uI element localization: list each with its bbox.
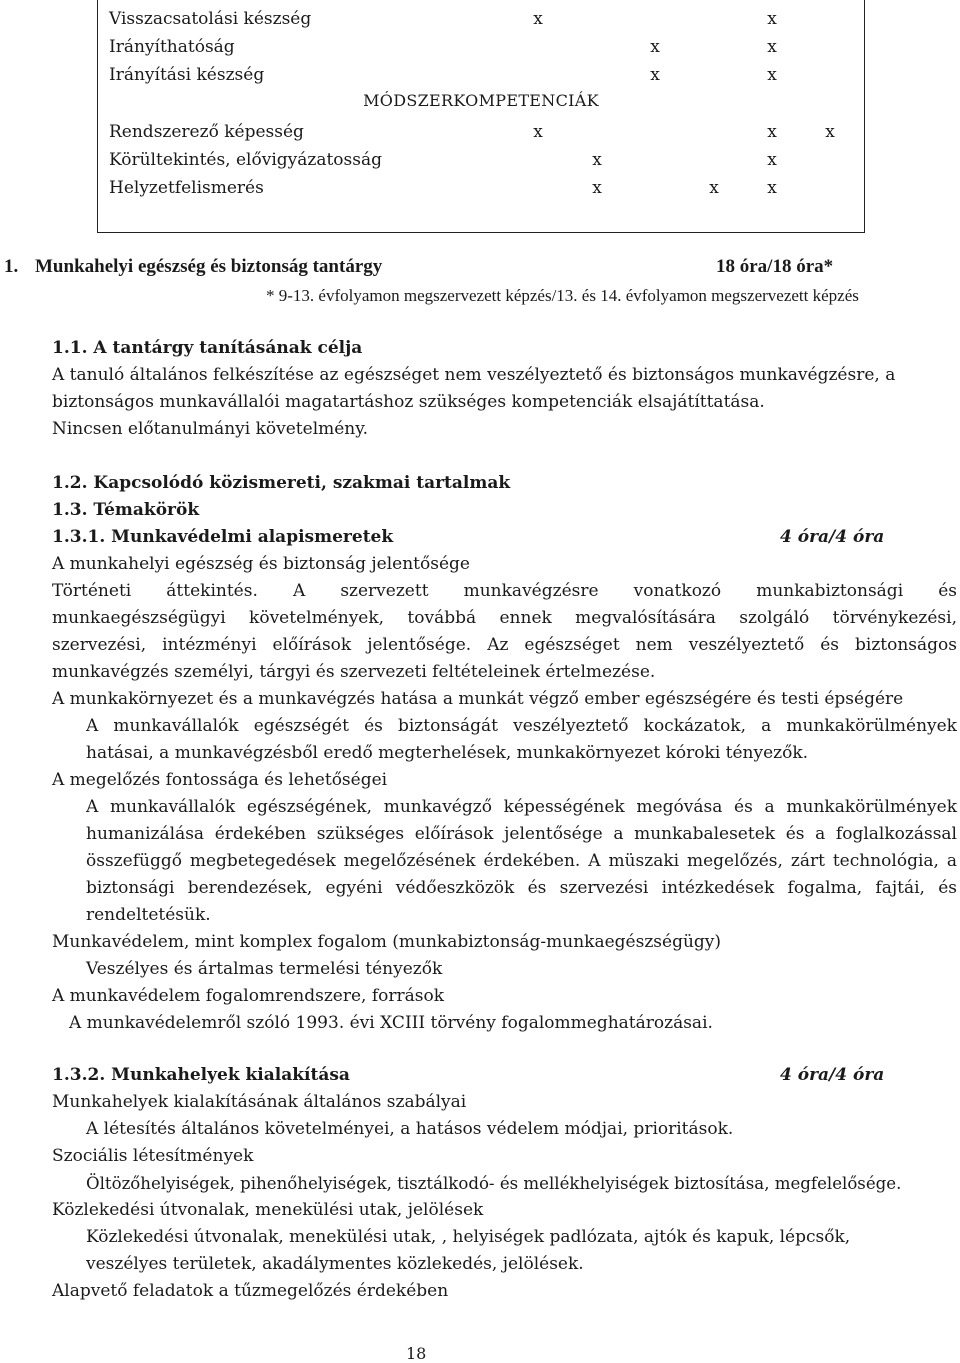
subtopic-title: Munkahelyek kialakításának általános szabályai [52, 1092, 467, 1112]
paragraph-line: munkavégzés személyi, tárgyi és szervezeti feltételeinek értelmezése. [52, 662, 656, 682]
table-row [98, 5, 864, 33]
subtopic-title: Szociális létesítmények [52, 1146, 254, 1166]
competency-mark: x [650, 37, 660, 57]
subject-note: * 9-13. évfolyamon megszervezett képzés/13. és 14. évfolyamon megszervezett képzés [266, 286, 859, 305]
competency-label: Irányítási készség [109, 65, 265, 85]
subject-title: Munkahelyi egészség és biztonság tantárgy [35, 256, 383, 277]
competency-label: Irányíthatóság [109, 37, 235, 57]
page-number: 18 [406, 1344, 427, 1363]
paragraph-line: hatásai, a munkavégzésből eredő megterhelések, munkakörnyezet kóroki tényezők. [86, 743, 809, 763]
paragraph-line: A tanuló általános felkészítése az egészséget nem veszélyeztető és biztonságos munkavégzésre, a [52, 365, 896, 385]
table-section-heading: MÓDSZERKOMPETENCIÁK [363, 91, 599, 110]
subject-hours: 18 óra/18 óra* [716, 256, 834, 277]
competency-mark: x [767, 9, 777, 29]
paragraph-line: munkaegészségügyi követelmények, továbbá ennek megvalósítására szolgáló törvénykezési, [52, 608, 957, 628]
subtopic-title: Közlekedési útvonalak, menekülési utak, jelölések [52, 1200, 484, 1220]
paragraph-line: A létesítés általános követelményei, a hatásos védelem módjai, prioritások. [86, 1119, 734, 1139]
paragraph-line: Történeti áttekintés. A szervezett munkavégzésre vonatkozó munkabiztonsági és [52, 581, 957, 601]
paragraph-line: Közlekedési útvonalak, menekülési utak, , helyiségek padlózata, ajtók és kapuk, lépcsők, [86, 1227, 851, 1247]
section-heading: 1.2. Kapcsolódó közismereti, szakmai tartalmak [52, 473, 511, 493]
paragraph-line: veszélyes területek, akadálymentes közlekedés, jelölések. [86, 1254, 584, 1274]
subtopic-title: Alapvető feladatok a tűzmegelőzés érdekében [52, 1281, 449, 1301]
paragraph-line: Veszélyes és ártalmas termelési tényezők [86, 959, 443, 979]
competency-mark: x [650, 65, 660, 85]
competency-mark: x [767, 178, 777, 198]
competency-mark: x [709, 178, 719, 198]
paragraph-line: összefüggő megbetegedések megelőzésének érdekében. A müszaki megelőzés, zárt technológia, a [86, 851, 957, 871]
paragraph-line: Nincsen előtanulmányi követelmény. [52, 419, 369, 439]
competency-mark: x [767, 122, 777, 142]
paragraph-line: biztonsági berendezések, egyéni védőeszközök és szervezési intézkedések fogalma, fajtái, és [86, 878, 957, 898]
competency-mark: x [533, 122, 543, 142]
table-row [98, 146, 864, 174]
section-heading: 1.1. A tantárgy tanításának célja [52, 338, 363, 358]
topic-heading: 1.3.2. Munkahelyek kialakítása [52, 1065, 350, 1085]
competency-mark: x [533, 9, 543, 29]
subtopic-title: A megelőzés fontossága és lehetőségei [52, 770, 388, 790]
competency-table [97, 0, 865, 233]
subtopic-title: Munkavédelem, mint komplex fogalom (munkabiztonság-munkaegészségügy) [52, 932, 722, 952]
table-row [98, 118, 864, 146]
competency-label: Helyzetfelismerés [109, 178, 264, 198]
competency-label: Visszacsatolási készség [109, 9, 312, 29]
table-row [98, 174, 864, 202]
topic-hours: 4 óra/4 óra [780, 1065, 885, 1085]
subject-number: 1. [4, 256, 19, 277]
competency-mark: x [825, 122, 835, 142]
subtopic-title: A munkavédelem fogalomrendszere, források [52, 986, 445, 1006]
competency-mark: x [592, 150, 602, 170]
paragraph-line: A munkavállalók egészségét és biztonságát veszélyeztető kockázatok, a munkakörülmények [86, 716, 957, 736]
topic-heading: 1.3.1. Munkavédelmi alapismeretek [52, 527, 394, 547]
competency-mark: x [767, 65, 777, 85]
section-heading: 1.3. Témakörök [52, 500, 200, 520]
paragraph-line: A munkavállalók egészségének, munkavégző képességének megóvása és a munkakörülmények [86, 797, 957, 817]
paragraph-line: Öltözőhelyiségek, pihenőhelyiségek, tisztálkodó- és mellékhelyiségek biztosítása, megfelelősége. [86, 1174, 902, 1193]
competency-mark: x [592, 178, 602, 198]
subtopic-title: A munkahelyi egészség és biztonság jelentősége [52, 554, 470, 574]
paragraph-line: szervezési, intézményi előírások jelentősége. Az egészséget nem veszélyeztető és biztonságos [52, 635, 957, 655]
topic-hours: 4 óra/4 óra [780, 527, 885, 547]
competency-label: Körültekintés, elővigyázatosság [109, 150, 383, 170]
paragraph-line: humanizálása érdekében szükséges előírások jelentősége a munkabalesetek és a foglalkozással [86, 824, 957, 844]
paragraph-line: rendeltetésük. [86, 905, 211, 925]
competency-mark: x [767, 37, 777, 57]
subtopic-title: A munkakörnyezet és a munkavégzés hatása a munkát végző ember egészségére és testi épségére [52, 689, 904, 709]
paragraph-line: A munkavédelemről szóló 1993. évi XCIII törvény fogalommeghatározásai. [69, 1013, 713, 1033]
table-row [98, 61, 864, 89]
competency-label: Rendszerező képesség [109, 122, 304, 142]
paragraph-line: biztonságos munkavállalói magatartáshoz szükséges kompetenciák elsajátíttatása. [52, 392, 765, 412]
competency-mark: x [767, 150, 777, 170]
table-row [98, 33, 864, 61]
